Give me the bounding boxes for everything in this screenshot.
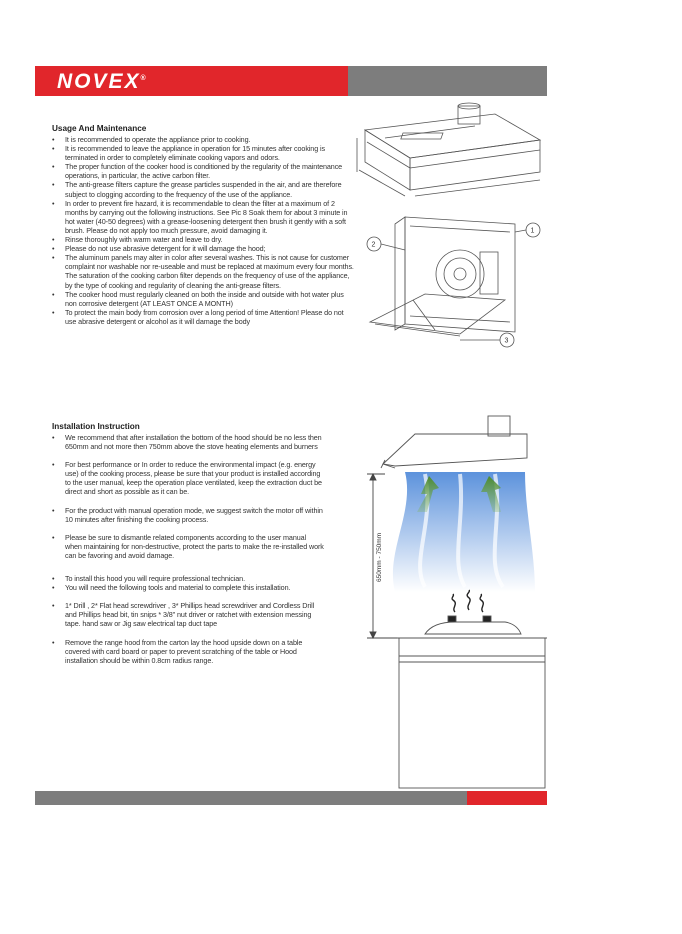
brand-logo: NOVEX®	[57, 70, 146, 93]
footer-red-bar	[467, 791, 547, 805]
usage-item: • Please do not use abrasive detergent for it will damage the hood;	[52, 244, 355, 253]
range-hood-drawing	[355, 100, 545, 210]
installation-item: • We recommend that after installation the bottom of the hood should be no less then 650mm and not more then 750mm above the stove heating elements and burners	[52, 433, 324, 451]
usage-item: • It is recommended to leave the appliance in operation for 15 minutes after cooking is terminated in order to completely eliminate cooking vapors and odors.	[52, 144, 355, 162]
installation-item: • Remove the range hood from the carton lay the hood upside down on a table covered with card board or paper to prevent scratching of the table or Hood installation should be within 0.8cm radius range.	[52, 638, 324, 665]
installation-item: • For the product with manual operation mode, we suggest switch the motor off within 10 minutes after finishing the cooking process.	[52, 506, 324, 524]
installation-item: • For best performance or In order to reduce the environmental impact (e.g. energy use) of the cooking process, please be sure that your product is installed according to the user manual, keep the operation place ventilated, keep the extraction duct be direct and short as possible as it can be.	[52, 460, 324, 496]
usage-item: • The proper function of the cooker hood is conditioned by the regularity of the maintenance operations, in particular, the active carbon filter.	[52, 162, 355, 180]
installation-title: Installation Instruction	[52, 422, 140, 431]
usage-item: • The cooker hood must regularly cleaned on both the inside and outside with hot water plus non corrosive detergent (AT LEAST ONCE A MONTH)	[52, 290, 355, 308]
height-label: 650mm - 750mm	[376, 532, 383, 582]
usage-list	[52, 135, 355, 326]
installation-item: • To install this hood you will require professional technician.	[52, 574, 324, 583]
installation-item: • You will need the following tools and material to complete this installation.	[52, 583, 324, 592]
installation-item: • Please be sure to dismantle related components according to the user manual when maintaining for non-destructive, protect the parts to make the re-installed work can be favoring and avoid damage.	[52, 533, 324, 560]
header-gray-bar	[348, 66, 547, 96]
callout-2: 2	[371, 241, 376, 249]
usage-item: • To protect the main body from corrosion over a long period of time Attention! Please do not use abrasive detergent or alcohol as it will damage the body	[52, 308, 355, 326]
usage-item: • The aluminum panels may alter in color after several washes. This is not cause for customer complaint nor washable nor re-useable and must be replaced at maximum every four months. The saturation of the cooking carbon filter depends on the frequency of use of the appliance, by the type of cooking and regularity of cleaning the anti-grease filters.	[52, 253, 355, 289]
filter-removal-drawing	[365, 212, 545, 362]
header-band	[35, 66, 547, 96]
usage-item: • It is recommended to operate the appliance prior to cooking.	[52, 135, 355, 144]
callout-1: 1	[530, 227, 535, 235]
usage-item: • In order to prevent fire hazard, it is recommendable to clean the filter at a maximum of 2 months by carrying out the following instructions. See Pic 8 Soak them for about 3 minute in hot water (40-50 degrees) with a grease-loosening detergent then brush it gently with a soft brush. Please do not apply too much pressure, avoid damaging it.	[52, 199, 355, 235]
usage-title: Usage And Maintenance	[52, 124, 147, 133]
usage-item: • The anti-grease filters capture the grease particles suspended in the air, and are therefore subject to clogging according to the frequency of the use of the appliance.	[52, 180, 355, 198]
installation-item: • 1* Drill , 2* Flat head screwdriver , 3* Phillips head screwdriver and Cordless Drill and Phillips head bit, tin snips * 3/8" nut driver or ratchet with extension messing tape. hand saw or Jig saw electrical tap duct tape	[52, 601, 324, 628]
installation-height-diagram	[355, 412, 547, 790]
installation-list	[52, 433, 324, 665]
callout-3: 3	[504, 337, 509, 345]
footer-gray-bar	[35, 791, 467, 805]
usage-item: • Rinse thoroughly with warm water and leave to dry.	[52, 235, 355, 244]
footer-band	[35, 791, 547, 805]
